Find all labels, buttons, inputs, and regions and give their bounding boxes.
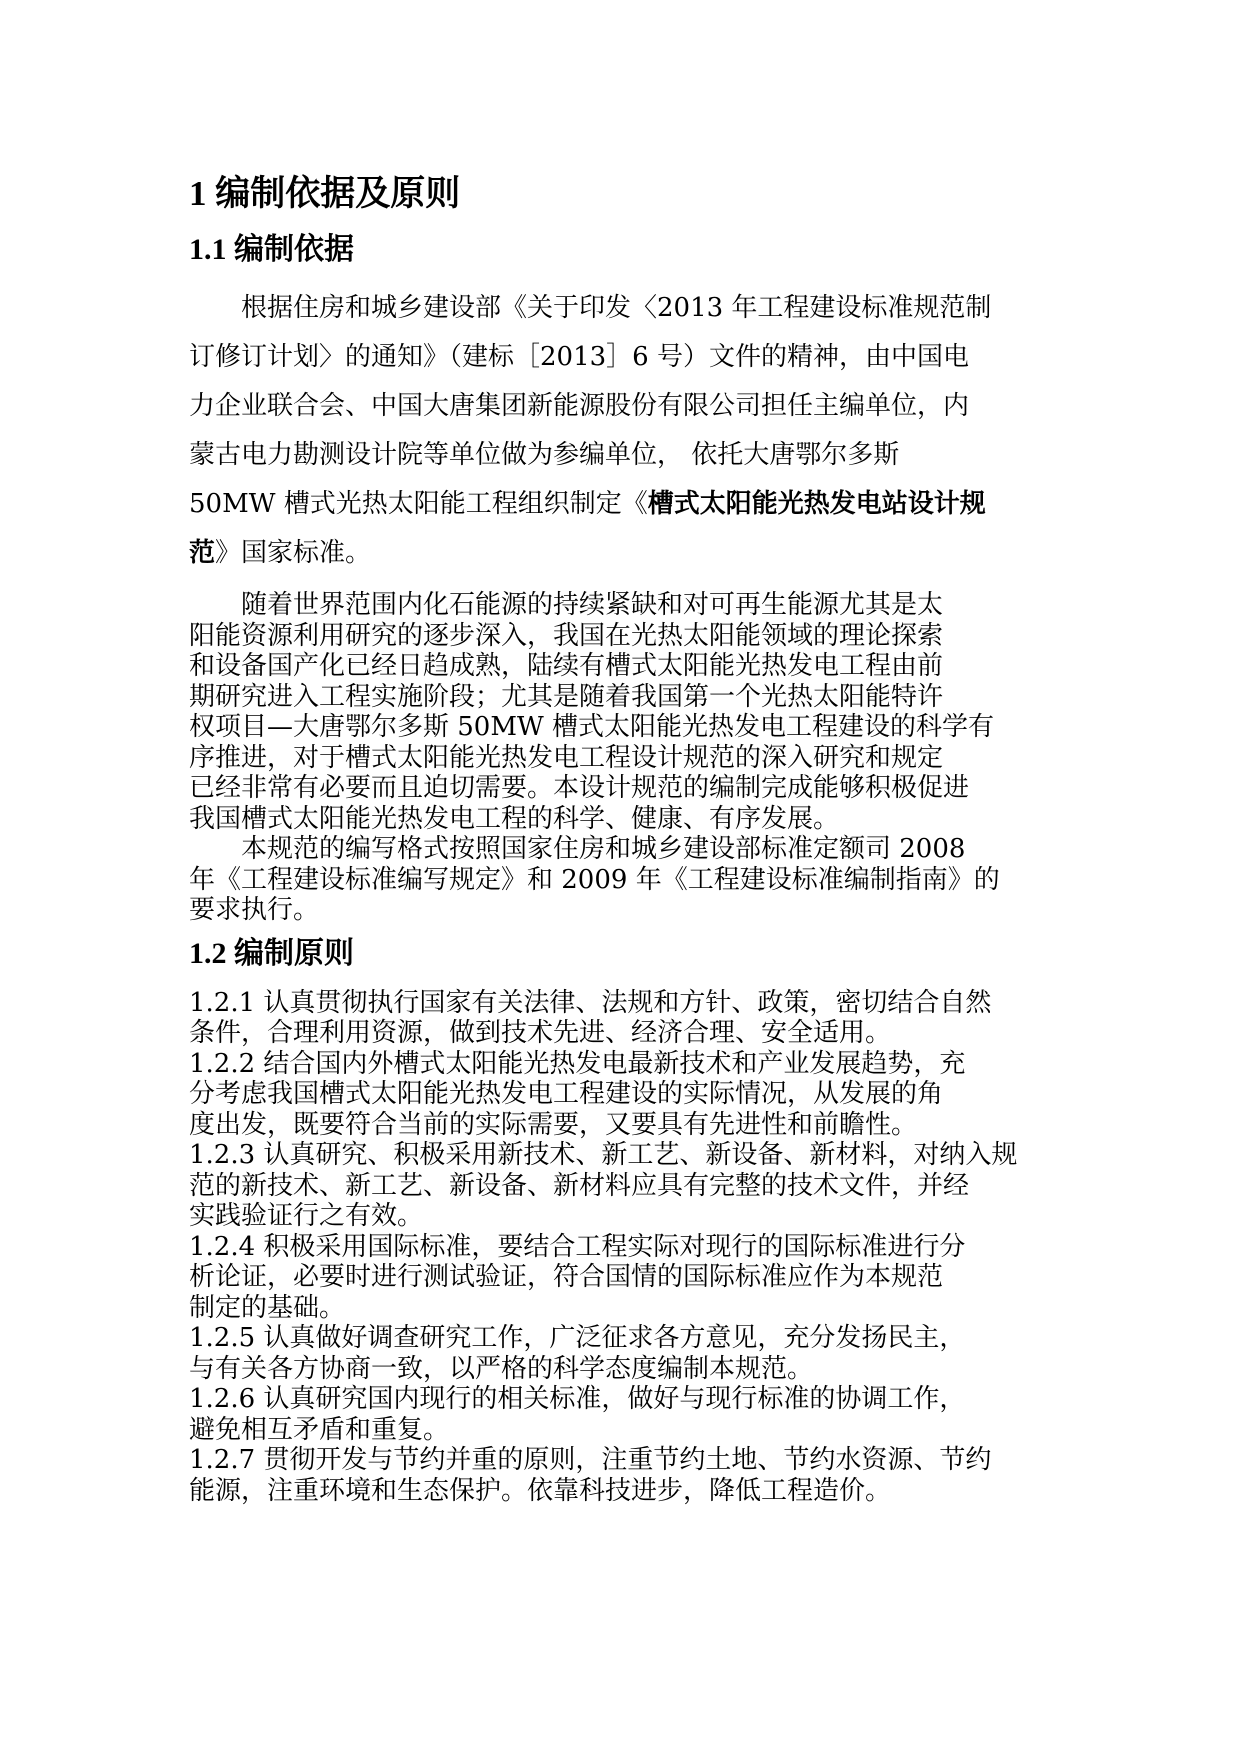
paragraph-line: 和设备国产化已经日趋成熟，陆续有槽式太阳能光热发电工程由前 [189, 651, 944, 681]
item-line: 条件，合理利用资源，做到技术先进、经济合理、安全适用。 [189, 1018, 892, 1048]
paragraph-line: 本规范的编写格式按照国家住房和城乡建设部标准定额司 2008 [241, 834, 966, 864]
line-text: 》国家标准。 [215, 538, 372, 568]
paragraph-line [189, 480, 1059, 529]
paragraph-line [189, 529, 1059, 578]
item-line: 实践验证行之有效。 [189, 1201, 424, 1231]
paragraph-line: 根据住房和城乡建设部《关于印发〈2013 年工程建设标准规范制 [241, 293, 992, 323]
item-line: 1.2.2 结合国内外槽式太阳能光热发电最新技术和产业发展趋势，充 [189, 1048, 966, 1079]
item-line: 1.2.5 认真做好调查研究工作，广泛征求各方意见，充分发扬民主， [189, 1323, 966, 1353]
paragraph-line: 要求执行。 [189, 895, 320, 925]
paragraph-background [189, 590, 1059, 834]
paragraph-line: 年《工程建设标准编写规定》和 2009 年《工程建设标准编制指南》的 [189, 864, 1000, 895]
paragraph-line: 权项目—大唐鄂尔多斯 50MW 槽式太阳能光热发电工程建设的科学有 [189, 712, 994, 742]
paragraph-line: 已经非常有必要而且迫切需要。本设计规范的编制完成能够积极促进 [189, 773, 970, 803]
paragraph-line: 期研究进入工程实施阶段；尤其是随着我国第一个光热太阳能特许 [189, 681, 944, 712]
paragraph-line: 订修订计划〉的通知》（建标［2013］6 号）文件的精神，由中国电 [189, 342, 969, 372]
principle-item-1-2-7 [189, 1445, 1059, 1506]
paragraph-line: 随着世界范围内化石能源的持续紧缺和对可再生能源尤其是太 [241, 590, 944, 620]
paragraph-format [189, 834, 1059, 926]
paragraph-line: 序推进，对于槽式太阳能光热发电工程设计规范的深入研究和规定 [189, 742, 944, 773]
item-line: 度出发，既要符合当前的实际需要，又要具有先进性和前瞻性。 [189, 1109, 918, 1140]
paragraph-line: 蒙古电力勘测设计院等单位做为参编单位， 依托大唐鄂尔多斯 [189, 440, 900, 470]
item-line: 范的新技术、新工艺、新设备、新材料应具有完整的技术文件，并经 [189, 1170, 970, 1201]
item-line: 1.2.7 贯彻开发与节约并重的原则，注重节约土地、节约水资源、节约 [189, 1445, 992, 1475]
item-line: 制定的基础。 [189, 1292, 346, 1323]
item-line: 1.2.3 认真研究、积极采用新技术、新工艺、新设备、新材料，对纳入规 [189, 1140, 1018, 1170]
paragraph-basis [189, 284, 1059, 578]
standard-title-bold: 槽式太阳能光热发电站设计规 [647, 489, 986, 519]
principle-item-1-2-2 [189, 1049, 1059, 1141]
item-line: 1.2.6 认真研究国内现行的相关标准，做好与现行标准的协调工作， [189, 1384, 966, 1414]
item-line: 析论证，必要时进行测试验证，符合国情的国际标准应作为本规范 [189, 1262, 944, 1292]
section-heading-1-2: 1.2 编制原则 [189, 936, 354, 970]
paragraph-line: 阳能资源利用研究的逐步深入，我国在光热太阳能领域的理论探索 [189, 620, 944, 651]
item-line: 与有关各方协商一致，以严格的科学态度编制本规范。 [189, 1353, 814, 1384]
principle-item-1-2-5 [189, 1323, 1059, 1384]
section-heading-1-1: 1.1 编制依据 [189, 233, 354, 266]
document-page [189, 160, 1059, 1506]
item-line: 分考虑我国槽式太阳能光热发电工程建设的实际情况，从发展的角 [189, 1079, 944, 1109]
item-line: 能源，注重环境和生态保护。依靠科技进步，降低工程造价。 [189, 1475, 892, 1506]
paragraph-line: 力企业联合会、中国大唐集团新能源股份有限公司担任主编单位，内 [189, 391, 970, 421]
spacer [189, 578, 1059, 590]
item-line: 1.2.1 认真贯彻执行国家有关法律、法规和方针、政策，密切结合自然 [189, 987, 992, 1018]
principle-item-1-2-4 [189, 1232, 1059, 1324]
principle-item-1-2-6 [189, 1384, 1059, 1445]
item-line: 1.2.4 积极采用国际标准，要结合工程实际对现行的国际标准进行分 [189, 1231, 966, 1262]
line-text: 50MW 槽式光热太阳能工程组织制定《 [189, 489, 648, 519]
paragraph-line: 我国槽式太阳能光热发电工程的科学、健康、有序发展。 [189, 803, 840, 834]
principle-item-1-2-3 [189, 1140, 1059, 1232]
standard-title-bold: 范 [189, 538, 216, 568]
item-line: 避免相互矛盾和重复。 [189, 1414, 450, 1445]
chapter-heading: 1 编制依据及原则 [189, 174, 461, 213]
principle-item-1-2-1 [189, 988, 1059, 1049]
